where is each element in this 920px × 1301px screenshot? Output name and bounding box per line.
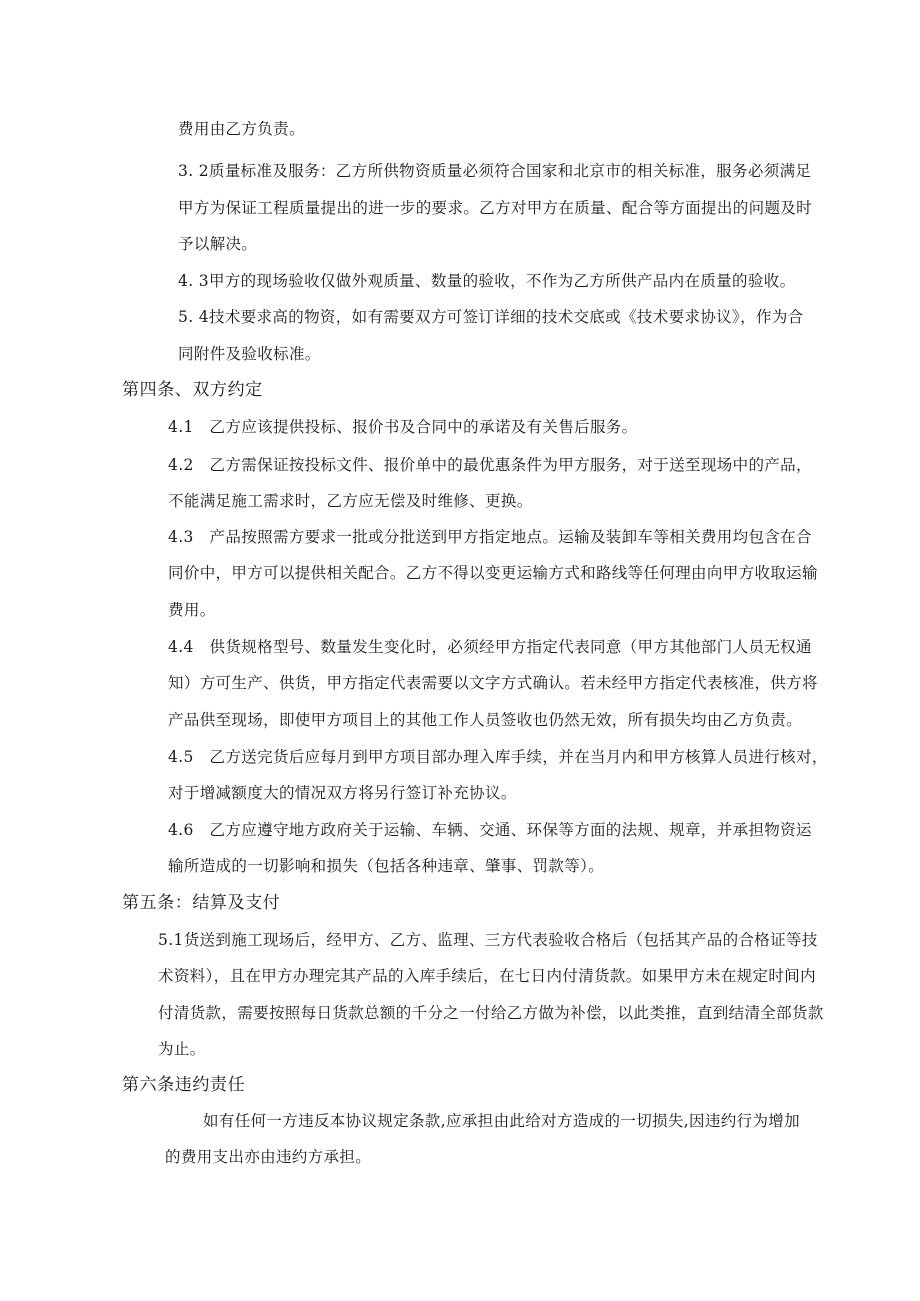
- item-3-3: 4. 3甲方的现场验收仅做外观质量、数量的验收，不作为乙方所供产品内在质量的验收。: [178, 272, 796, 290]
- section5-heading: 第五条：结算及支付: [122, 893, 281, 913]
- item-5-1-line4: 为止。: [158, 1040, 206, 1058]
- item-5-1-line2: 术资料），且在甲方办理完其产品的入库手续后，在七日内付清货款。如果甲方未在规定时间内: [158, 967, 816, 985]
- item-4-3-line2: 同价中，甲方可以提供相关配合。乙方不得以变更运输方式和路线等任何理由向甲方收取运输: [168, 564, 818, 582]
- section3-tail: 费用由乙方负责。: [178, 120, 305, 138]
- item-4-3-line3: 费用。: [168, 601, 216, 619]
- item-4-4-line3: 产品供至现场，即使甲方项目上的其他工作人员签收也仍然无效，所有损失均由乙方负责。: [168, 711, 803, 729]
- item-4-3-line1: 4.3 产品按照需方要求一批或分批送到甲方指定地点。运输及装卸车等相关费用均包含在合: [168, 528, 812, 546]
- item-3-4-line2: 同附件及验收标准。: [178, 345, 321, 363]
- item-5-1-line3: 付清货款，需要按照每日货款总额的千分之一付给乙方做为补偿，以此类推，直到结清全部货款: [158, 1004, 824, 1022]
- item-4-4-line1: 4.4 供货规格型号、数量发生变化时，必须经甲方指定代表同意（甲方其他部门人员无权通: [168, 638, 812, 656]
- section4-heading: 第四条、双方约定: [122, 380, 263, 400]
- item-4-1: 4.1 乙方应该提供投标、报价书及合同中的承诺及有关售后服务。: [168, 418, 638, 436]
- item-3-4-line1: 5. 4技术要求高的物资，如有需要双方可签订详细的技术交底或《技术要求协议》，作为合: [178, 308, 804, 326]
- section6-para-line1: 如有任何一方违反本协议规定条款,应承担由此给对方造成的一切损失,因违约行为增加: [203, 1112, 801, 1130]
- item-4-2-line1: 4.2 乙方需保证按投标文件、报价单中的最优惠条件为甲方服务，对于送至现场中的产品，: [168, 456, 812, 474]
- section6-heading: 第六条违约责任: [122, 1075, 246, 1095]
- item-4-6-line1: 4.6 乙方应遵守地方政府关于运输、车辆、交通、环保等方面的法规、规章，并承担物资运: [168, 821, 812, 839]
- item-3-2-line1: 3. 2质量标准及服务：乙方所供物资质量必须符合国家和北京市的相关标准，服务必须满足: [178, 162, 812, 180]
- item-4-5-line2: 对于增减额度大的情况双方将另行签订补充协议。: [168, 784, 517, 802]
- item-3-2-line2: 甲方为保证工程质量提出的进一步的要求。乙方对甲方在质量、配合等方面提出的问题及时: [178, 199, 813, 217]
- section6-para-line2: 的费用支出亦由违约方承担。: [165, 1148, 372, 1166]
- item-4-2-line2: 不能满足施工需求时，乙方应无偿及时维修、更换。: [168, 492, 533, 510]
- item-5-1-line1: 5.1货送到施工现场后，经甲方、乙方、监理、三方代表验收合格后（包括其产品的合格证等技: [158, 931, 818, 949]
- item-4-4-line2: 知）方可生产、供货，甲方指定代表需要以文字方式确认。若未经甲方指定代表核准，供方将: [168, 674, 818, 692]
- item-4-6-line2: 输所造成的一切影响和损失（包括各种违章、肇事、罚款等）。: [168, 857, 605, 875]
- item-4-5-line1: 4.5 乙方送完货后应每月到甲方项目部办理入库手续，并在当月内和甲方核算人员进行核对，: [168, 748, 828, 766]
- item-3-2-line3: 予以解决。: [178, 235, 258, 253]
